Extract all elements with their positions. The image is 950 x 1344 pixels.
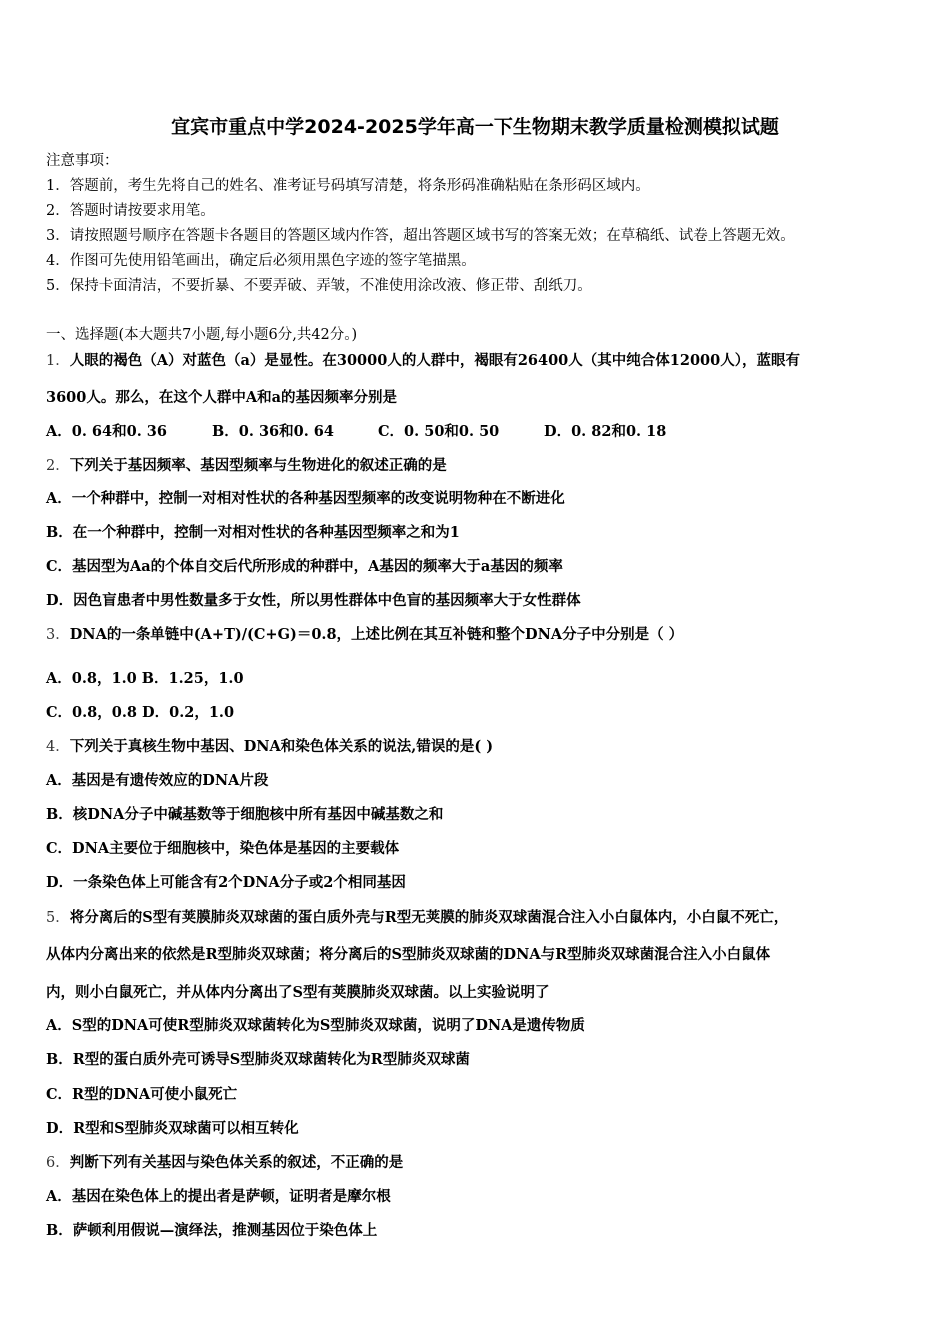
question-stem-line: 下列关于基因频率、基因型频率与生物进化的叙述正确的是 (69, 457, 447, 474)
option-d[interactable]: D．一条染色体上可能含有2个DNA分子或2个相同基因 (46, 874, 406, 891)
question-stem-line: 从体内分离出来的依然是R型肺炎双球菌；将分离后的S型肺炎双球菌的DNA与R型肺炎双球菌混合注入小白鼠体 (46, 946, 771, 963)
question-4-stem (46, 737, 493, 757)
question-2-stem (46, 456, 447, 476)
question-stem-line: 人眼的褐色（A）对蓝色（a）是显性。在30000人的人群中，褐眼有26400人（其中纯合体12000人），蓝眼有 (69, 352, 800, 369)
option-a[interactable]: A．0. 64和0. 36 (46, 423, 167, 440)
exam-title: 宜宾市重点中学2024-2025学年高一下生物期末教学质量检测模拟试题 (171, 116, 779, 138)
notice-item: 4．作图可先使用铅笔画出，确定后必须用黑色字迹的签字笔描黑。 (46, 253, 476, 269)
option-row-ab[interactable]: A．0.8，1.0 B．1.25，1.0 (46, 670, 244, 687)
question-stem-line: 下列关于真核生物中基因、DNA和染色体关系的说法,错误的是( ) (69, 738, 494, 755)
option-d[interactable]: D．R型和S型肺炎双球菌可以相互转化 (46, 1120, 299, 1137)
question-number: 4． (46, 739, 70, 755)
option-b[interactable]: B．核DNA分子中碱基数等于细胞核中所有基因中碱基数之和 (46, 806, 444, 823)
notice-heading: 注意事项： (46, 153, 119, 169)
question-stem-line: 判断下列有关基因与染色体关系的叙述，不正确的是 (69, 1154, 404, 1171)
question-3-stem (46, 625, 683, 645)
option-a[interactable]: A．基因在染色体上的提出者是萨顿，证明者是摩尔根 (46, 1188, 391, 1205)
question-number: 3． (46, 627, 70, 643)
option-b[interactable]: B．0. 36和0. 64 (212, 423, 334, 440)
question-1-stem (46, 351, 800, 371)
option-b[interactable]: B．萨顿利用假说—演绎法，推测基因位于染色体上 (46, 1222, 378, 1239)
notice-item: 1．答题前，考生先将自己的姓名、准考证号码填写清楚，将条形码准确粘贴在条形码区域内。 (46, 178, 650, 194)
option-c[interactable]: C．R型的DNA可使小鼠死亡 (46, 1086, 238, 1103)
question-number: 6． (46, 1155, 70, 1171)
question-stem-line: 内，则小白鼠死亡，并从体内分离出了S型有荚膜肺炎双球菌。以上实验说明了 (46, 984, 550, 1001)
notice-item: 5．保持卡面清洁，不要折暴、不要弄破、弄皱，不准使用涂改液、修正带、刮纸刀。 (46, 278, 592, 294)
question-5-stem (46, 908, 788, 928)
question-number: 1． (46, 353, 70, 369)
option-a[interactable]: A．一个种群中，控制一对相对性状的各种基因型频率的改变说明物种在不断进化 (46, 490, 565, 507)
option-c[interactable]: C．0. 50和0. 50 (378, 423, 500, 440)
question-number: 5． (46, 910, 70, 926)
section-heading: 一、选择题(本大题共7小题,每小题6分,共42分。) (46, 327, 358, 343)
question-stem-line: 将分离后的S型有荚膜肺炎双球菌的蛋白质外壳与R型无荚膜的肺炎双球菌混合注入小白鼠体内，小白鼠不死亡， (69, 909, 789, 926)
notice-item: 2．答题时请按要求用笔。 (46, 203, 215, 219)
option-b[interactable]: B．在一个种群中，控制一对相对性状的各种基因型频率之和为1 (46, 524, 460, 541)
option-a[interactable]: A．S型的DNA可使R型肺炎双球菌转化为S型肺炎双球菌，说明了DNA是遗传物质 (46, 1017, 585, 1034)
option-c[interactable]: C．基因型为Aa的个体自交后代所形成的种群中，A基因的频率大于a基因的频率 (46, 558, 563, 575)
question-stem-line: 3600人。那么，在这个人群中A和a的基因频率分别是 (46, 389, 398, 406)
question-1-options (46, 422, 666, 442)
option-c[interactable]: C．DNA主要位于细胞核中，染色体是基因的主要载体 (46, 840, 400, 857)
question-6-stem (46, 1153, 403, 1173)
option-b[interactable]: B．R型的蛋白质外壳可诱导S型肺炎双球菌转化为R型肺炎双球菌 (46, 1051, 470, 1068)
option-row-cd[interactable]: C．0.8，0.8 D．0.2，1.0 (46, 704, 235, 721)
question-stem-line: DNA的一条单链中(A+T)/(C+G)＝0.8，上述比例在其互补链和整个DNA分子中分别是（ ） (69, 626, 684, 643)
option-d[interactable]: D．0. 82和0. 18 (544, 423, 667, 440)
option-a[interactable]: A．基因是有遗传效应的DNA片段 (46, 772, 269, 789)
question-number: 2． (46, 458, 70, 474)
option-d[interactable]: D．因色盲患者中男性数量多于女性，所以男性群体中色盲的基因频率大于女性群体 (46, 592, 581, 609)
notice-item: 3．请按照题号顺序在答题卡各题目的答题区域内作答，超出答题区域书写的答案无效；在草稿纸、试卷上答题无效。 (46, 228, 795, 244)
